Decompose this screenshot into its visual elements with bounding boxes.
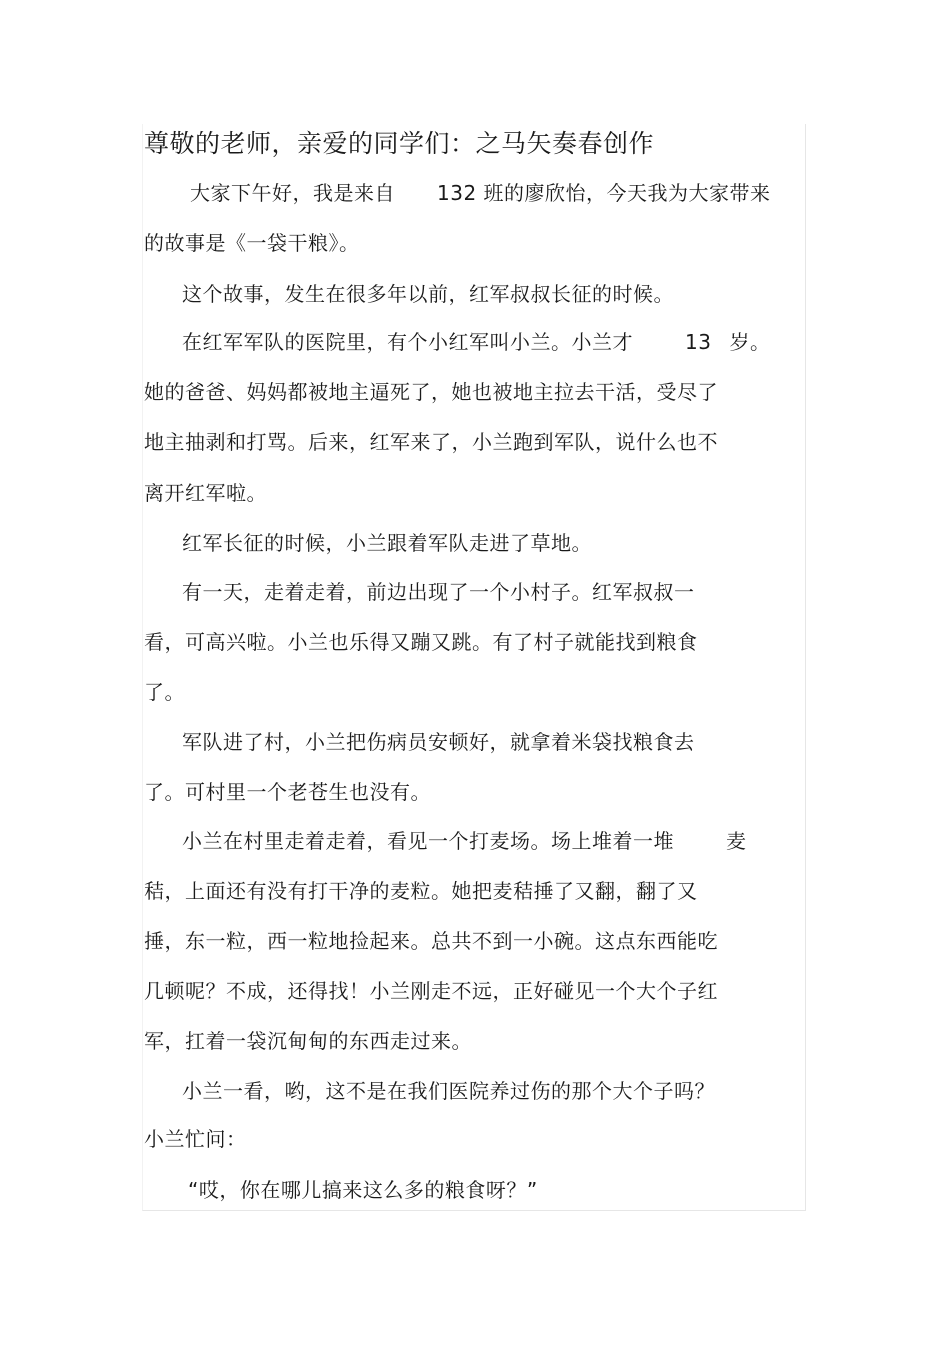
paragraph-line: 捶，东一粒，西一粒地捡起来。总共不到一小碗。这点东西能吃 — [144, 929, 718, 953]
paragraph-line — [182, 329, 770, 355]
paragraph-line: 地主抽剥和打骂。后来，红军来了，小兰跑到军队，说什么也不 — [144, 430, 718, 454]
paragraph-line: “哎，你在哪儿搞来这么多的粮食呀？” — [188, 1178, 538, 1202]
paragraph-line: 了。可村里一个老苍生也没有。 — [144, 780, 431, 804]
paragraph-line: 小兰一看，哟，这不是在我们医院养过伤的那个大个子吗？ — [182, 1079, 715, 1103]
paragraph-line: 这个故事，发生在很多年以前，红军叔叔长征的时候。 — [182, 282, 674, 306]
text-segment: 在红军军队的医院里，有个小红军叫小兰。小兰才 — [182, 330, 633, 354]
text-segment: 麦 — [726, 829, 747, 853]
paragraph-line: 军，扛着一袋沉甸甸的东西走过来。 — [144, 1029, 472, 1053]
paragraph-line: 的故事是《一袋干粮》。 — [144, 231, 360, 255]
paragraph-line: 小兰忙问： — [144, 1127, 247, 1151]
paragraph-line: 红军长征的时候，小兰跟着军队走进了草地。 — [182, 531, 592, 555]
document-title: 尊敬的老师，亲爱的同学们：之马矢奏春创作 — [144, 129, 655, 158]
text-segment: 岁。 — [729, 330, 771, 354]
text-segment: 132 班的廖欣怡，今天我为大家带来 — [437, 181, 771, 205]
text-segment: 13 — [685, 330, 712, 354]
paragraph-line: 了。 — [144, 680, 185, 704]
paragraph-line: 军队进了村，小兰把伤病员安顿好，就拿着米袋找粮食去 — [182, 730, 695, 754]
paragraph-line: 离开红军啦。 — [144, 481, 267, 505]
paragraph-line: 看，可高兴啦。小兰也乐得又蹦又跳。有了村子就能找到粮食 — [144, 630, 698, 654]
text-segment: 大家下午好，我是来自 — [190, 181, 395, 205]
paragraph-line — [182, 828, 747, 854]
paragraph-line: 秸，上面还有没有打干净的麦粒。她把麦秸捶了又翻，翻了又 — [144, 879, 698, 903]
paragraph-line — [190, 180, 771, 206]
paragraph-line: 几顿呢？不成，还得找！小兰刚走不远，正好碰见一个大个子红 — [144, 979, 718, 1003]
paragraph-line: 她的爸爸、妈妈都被地主逼死了，她也被地主拉去干活，受尽了 — [144, 380, 718, 404]
text-segment: 小兰在村里走着走着，看见一个打麦场。场上堆着一堆 — [182, 829, 674, 853]
paragraph-line: 有一天，走着走着，前边出现了一个小村子。红军叔叔一 — [182, 580, 695, 604]
